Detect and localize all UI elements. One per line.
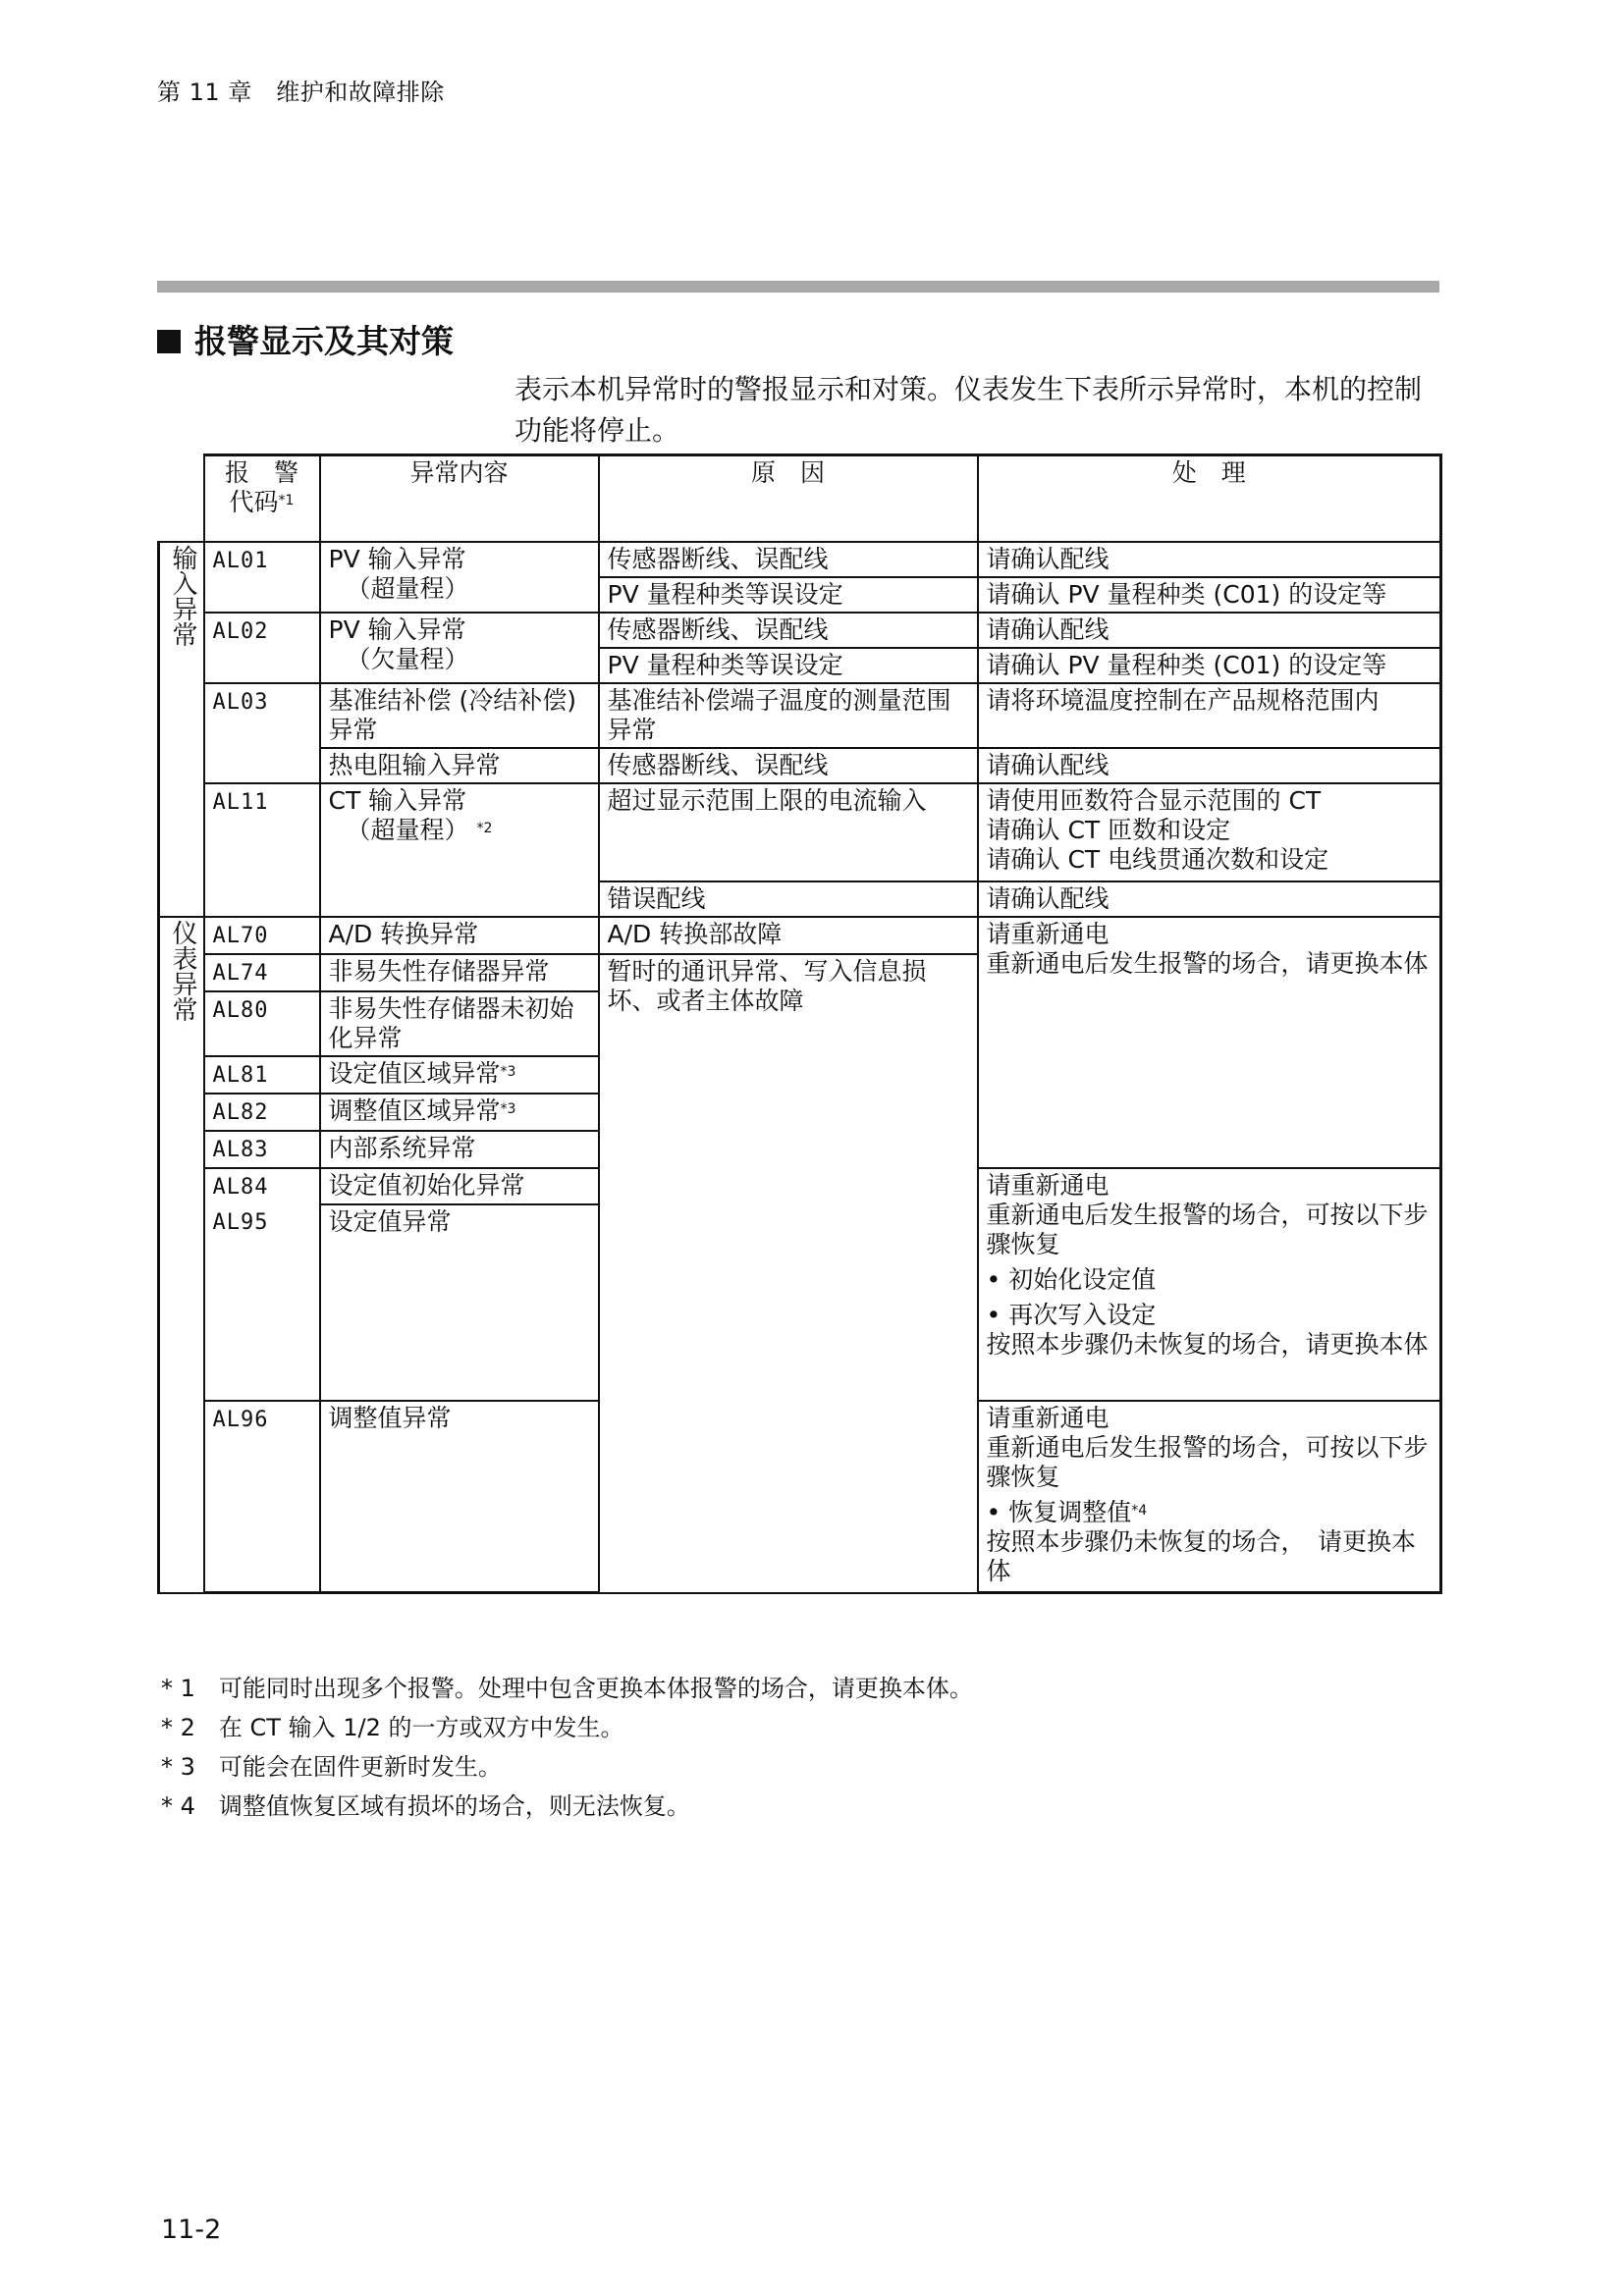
footnote-3: * 3 可能会在固件更新时发生。 <box>161 1753 502 1781</box>
content-al80: 非易失性存储器未初始化异常 <box>320 991 599 1056</box>
footnote-1: * 1 可能同时出现多个报警。处理中包含更换本体报警的场合，请更换本体。 <box>161 1675 973 1702</box>
action-al01-2: 请确认 PV 量程种类 (C01) 的设定等 <box>978 577 1441 613</box>
footnote-4: * 4 调整值恢复区域有损坏的场合，则无法恢复。 <box>161 1792 690 1820</box>
code-al70: AL70 <box>204 917 320 954</box>
content-al95: 设定值异常 <box>320 1204 599 1401</box>
content-al03: 基准结补偿 (冷结补偿) 异常 <box>320 683 599 748</box>
content-al03-rtd: 热电阻输入异常 <box>320 748 599 783</box>
code-al74: AL74 <box>204 954 320 991</box>
action-al11-2: 请确认配线 <box>978 881 1441 917</box>
code-al03: AL03 <box>204 683 320 783</box>
content-al74: 非易失性存储器异常 <box>320 954 599 991</box>
code-al02: AL02 <box>204 613 320 683</box>
action-group-a: 请重新通电 重新通电后发生报警的场合，请更换本体 <box>978 917 1441 1168</box>
cause-al11-1: 超过显示范围上限的电流输入 <box>599 783 978 881</box>
action-al11-1: 请使用匝数符合显示范围的 CT 请确认 CT 匝数和设定 请确认 CT 电线贯通次数和设定 <box>978 783 1441 881</box>
footnote-2: * 2 在 CT 输入 1/2 的一方或双方中发生。 <box>161 1714 624 1741</box>
header-code: 报 警 代码$^{*1}$ <box>204 455 320 542</box>
group-instrument-error: 仪表异常 <box>159 917 204 1593</box>
header-blank-cell <box>159 455 204 542</box>
content-al02: PV 输入异常 （欠量程） <box>320 613 599 683</box>
page-number: 11-2 <box>161 2215 222 2245</box>
header-cause: 原 因 <box>599 455 978 542</box>
action-al03: 请将环境温度控制在产品规格范围内 <box>978 683 1441 748</box>
action-group-c: 请重新通电 重新通电后发生报警的场合，可按以下步骤恢复 • 恢复调整值$^{*4}$ 按照本步骤仍未恢复的场合， 请更换本体 <box>978 1401 1441 1593</box>
code-al84: AL84 <box>204 1168 320 1204</box>
code-al82: AL82 <box>204 1094 320 1131</box>
content-al83: 内部系统异常 <box>320 1131 599 1168</box>
cause-al03-rtd: 传感器断线、误配线 <box>599 748 978 783</box>
action-al01-1: 请确认配线 <box>978 542 1441 577</box>
code-al83: AL83 <box>204 1131 320 1168</box>
action-group-b: 请重新通电 重新通电后发生报警的场合，可按以下步骤恢复 • 初始化设定值 • 再次写入设定 按照本步骤仍未恢复的场合，请更换本体 <box>978 1168 1441 1401</box>
code-al95: AL95 <box>204 1204 320 1401</box>
content-al84: 设定值初始化异常 <box>320 1168 599 1204</box>
content-al01: PV 输入异常 （超量程） <box>320 542 599 613</box>
square-bullet-icon <box>157 330 181 353</box>
content-al96: 调整值异常 <box>320 1401 599 1593</box>
alarm-table <box>157 454 1442 1594</box>
cause-al01-1: 传感器断线、误配线 <box>599 542 978 577</box>
header-content: 异常内容 <box>320 455 599 542</box>
cause-al03: 基准结补偿端子温度的测量范围异常 <box>599 683 978 748</box>
content-al70: A/D 转换异常 <box>320 917 599 954</box>
footnotes <box>161 1669 973 1826</box>
intro-paragraph: 表示本机异常时的警报显示和对策。仪表发生下表所示异常时，本机的控制功能将停止。 <box>514 373 1423 447</box>
code-al80: AL80 <box>204 991 320 1056</box>
action-al02-2: 请确认 PV 量程种类 (C01) 的设定等 <box>978 648 1441 683</box>
cause-al74-group: 暂时的通讯异常、写入信息损坏、或者主体故障 <box>599 954 978 1593</box>
section-title-text: 报警显示及其对策 <box>194 322 454 360</box>
content-al81: 设定值区域异常$^{*3}$ <box>320 1056 599 1094</box>
code-al96: AL96 <box>204 1401 320 1593</box>
chapter-header: 第 11 章 维护和故障排除 <box>157 79 445 106</box>
content-al11: CT 输入异常 （超量程） $^{*2}$ <box>320 783 599 917</box>
section-divider <box>157 281 1439 293</box>
action-al02-1: 请确认配线 <box>978 613 1441 648</box>
code-al01: AL01 <box>204 542 320 613</box>
header-action: 处 理 <box>978 455 1441 542</box>
code-al81: AL81 <box>204 1056 320 1094</box>
cause-al02-1: 传感器断线、误配线 <box>599 613 978 648</box>
cause-al11-2: 错误配线 <box>599 881 978 917</box>
code-al11: AL11 <box>204 783 320 917</box>
content-al82: 调整值区域异常$^{*3}$ <box>320 1094 599 1131</box>
cause-al70: A/D 转换部故障 <box>599 917 978 954</box>
cause-al01-2: PV 量程种类等误设定 <box>599 577 978 613</box>
action-al03-rtd: 请确认配线 <box>978 748 1441 783</box>
cause-al02-2: PV 量程种类等误设定 <box>599 648 978 683</box>
section-title <box>157 316 454 362</box>
group-input-error: 输入异常 <box>159 542 204 917</box>
